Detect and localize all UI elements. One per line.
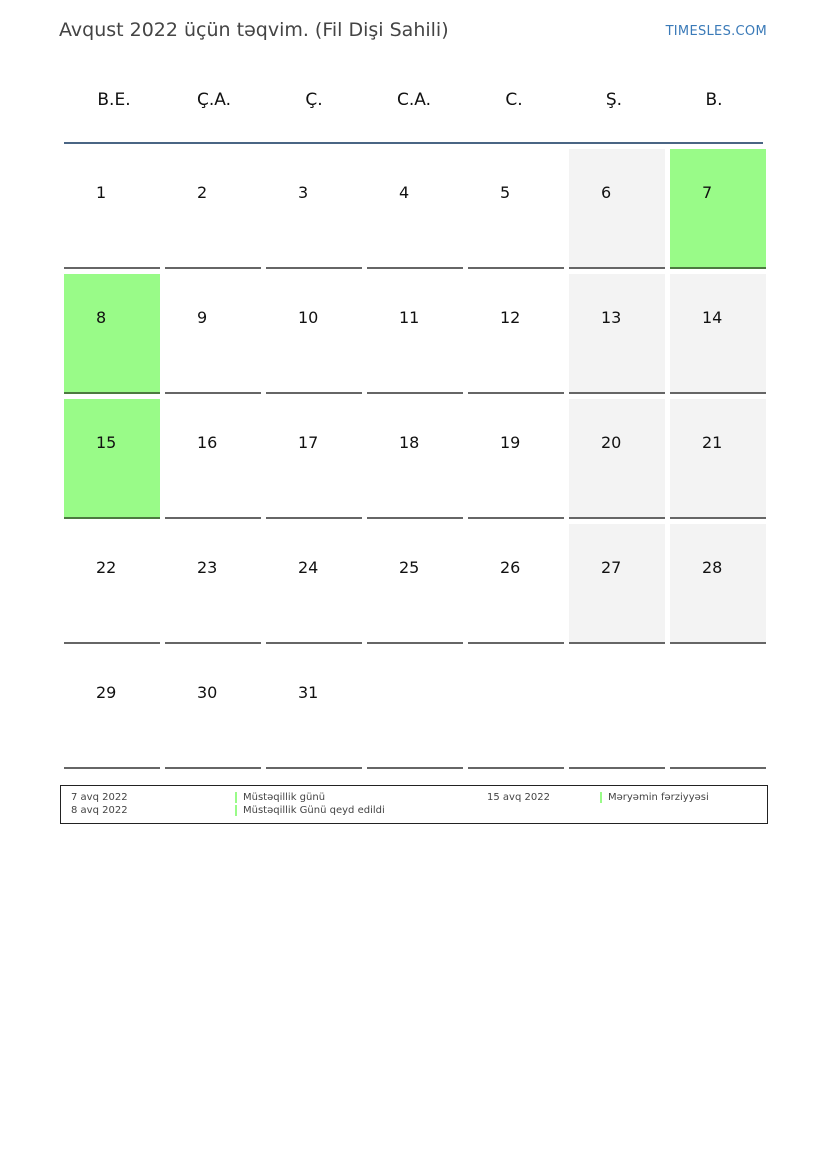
day-number: 2 <box>197 183 208 202</box>
day-cell-2 <box>165 149 261 269</box>
day-number: 14 <box>702 308 723 327</box>
holiday-legend <box>60 785 768 824</box>
day-number: 13 <box>601 308 622 327</box>
day-number: 7 <box>702 183 713 202</box>
page-title: Avqust 2022 üçün təqvim. (Fil Dişi Sahili) <box>59 19 449 41</box>
day-number: 10 <box>298 308 319 327</box>
weekday-label: Ç.A. <box>196 90 231 110</box>
day-number: 6 <box>601 183 612 202</box>
legend-holiday-name: Müstəqillik Günü qeyd edildi <box>243 805 385 816</box>
day-cell-29 <box>64 649 160 769</box>
day-cell-20 <box>569 399 665 519</box>
day-number: 5 <box>500 183 511 202</box>
day-cell-11 <box>367 274 463 394</box>
day-number: 19 <box>500 433 521 452</box>
day-cell-17 <box>266 399 362 519</box>
day-number: 28 <box>702 558 723 577</box>
day-number: 22 <box>96 558 117 577</box>
day-number: 25 <box>399 558 420 577</box>
day-cell-empty <box>670 649 766 769</box>
day-number: 20 <box>601 433 622 452</box>
day-number: 1 <box>96 183 107 202</box>
day-number: 12 <box>500 308 521 327</box>
day-cell-30 <box>165 649 261 769</box>
day-number: 24 <box>298 558 319 577</box>
day-number: 21 <box>702 433 723 452</box>
day-number: 15 <box>96 433 117 452</box>
holiday-marker-icon <box>600 792 602 803</box>
legend-date: 8 avq 2022 <box>71 805 128 816</box>
weekday-label: C.A. <box>396 90 431 110</box>
weekday-header <box>64 90 764 120</box>
day-cell-21 <box>670 399 766 519</box>
day-number: 23 <box>197 558 218 577</box>
day-cell-16 <box>165 399 261 519</box>
legend-holiday-name: Məryəmin fərziyyəsi <box>608 792 709 803</box>
day-cell-14 <box>670 274 766 394</box>
day-cell-18 <box>367 399 463 519</box>
day-cell-7 <box>670 149 766 269</box>
day-cell-empty <box>367 649 463 769</box>
legend-date: 15 avq 2022 <box>487 792 550 803</box>
holiday-marker-icon <box>235 805 237 816</box>
day-cell-8 <box>64 274 160 394</box>
day-number: 4 <box>399 183 410 202</box>
day-number: 18 <box>399 433 420 452</box>
brand-link[interactable]: TIMESLES.COM <box>665 24 767 39</box>
holiday-marker-icon <box>235 792 237 803</box>
day-number: 29 <box>96 683 117 702</box>
day-number: 11 <box>399 308 420 327</box>
day-cell-26 <box>468 524 564 644</box>
day-cell-9 <box>165 274 261 394</box>
day-number: 9 <box>197 308 208 327</box>
day-cell-5 <box>468 149 564 269</box>
day-number: 31 <box>298 683 319 702</box>
day-cell-24 <box>266 524 362 644</box>
day-cell-6 <box>569 149 665 269</box>
header-divider <box>64 142 763 144</box>
day-cell-27 <box>569 524 665 644</box>
calendar-grid <box>64 149 764 769</box>
day-number: 3 <box>298 183 309 202</box>
day-cell-22 <box>64 524 160 644</box>
day-cell-4 <box>367 149 463 269</box>
weekday-label: B.E. <box>97 90 131 110</box>
legend-date: 7 avq 2022 <box>71 792 128 803</box>
day-cell-3 <box>266 149 362 269</box>
day-cell-10 <box>266 274 362 394</box>
weekday-label: Ş. <box>605 90 623 110</box>
day-cell-1 <box>64 149 160 269</box>
day-number: 27 <box>601 558 622 577</box>
day-cell-15 <box>64 399 160 519</box>
weekday-label: C. <box>505 90 523 110</box>
day-cell-empty <box>468 649 564 769</box>
day-number: 8 <box>96 308 107 327</box>
day-number: 17 <box>298 433 319 452</box>
day-cell-23 <box>165 524 261 644</box>
weekday-label: B. <box>705 90 723 110</box>
day-number: 30 <box>197 683 218 702</box>
day-cell-empty <box>569 649 665 769</box>
day-number: 16 <box>197 433 218 452</box>
weekday-label: Ç. <box>305 90 323 110</box>
day-cell-12 <box>468 274 564 394</box>
day-number: 26 <box>500 558 521 577</box>
day-cell-19 <box>468 399 564 519</box>
day-cell-28 <box>670 524 766 644</box>
legend-holiday-name: Müstəqillik günü <box>243 792 326 803</box>
day-cell-25 <box>367 524 463 644</box>
day-cell-13 <box>569 274 665 394</box>
day-cell-31 <box>266 649 362 769</box>
